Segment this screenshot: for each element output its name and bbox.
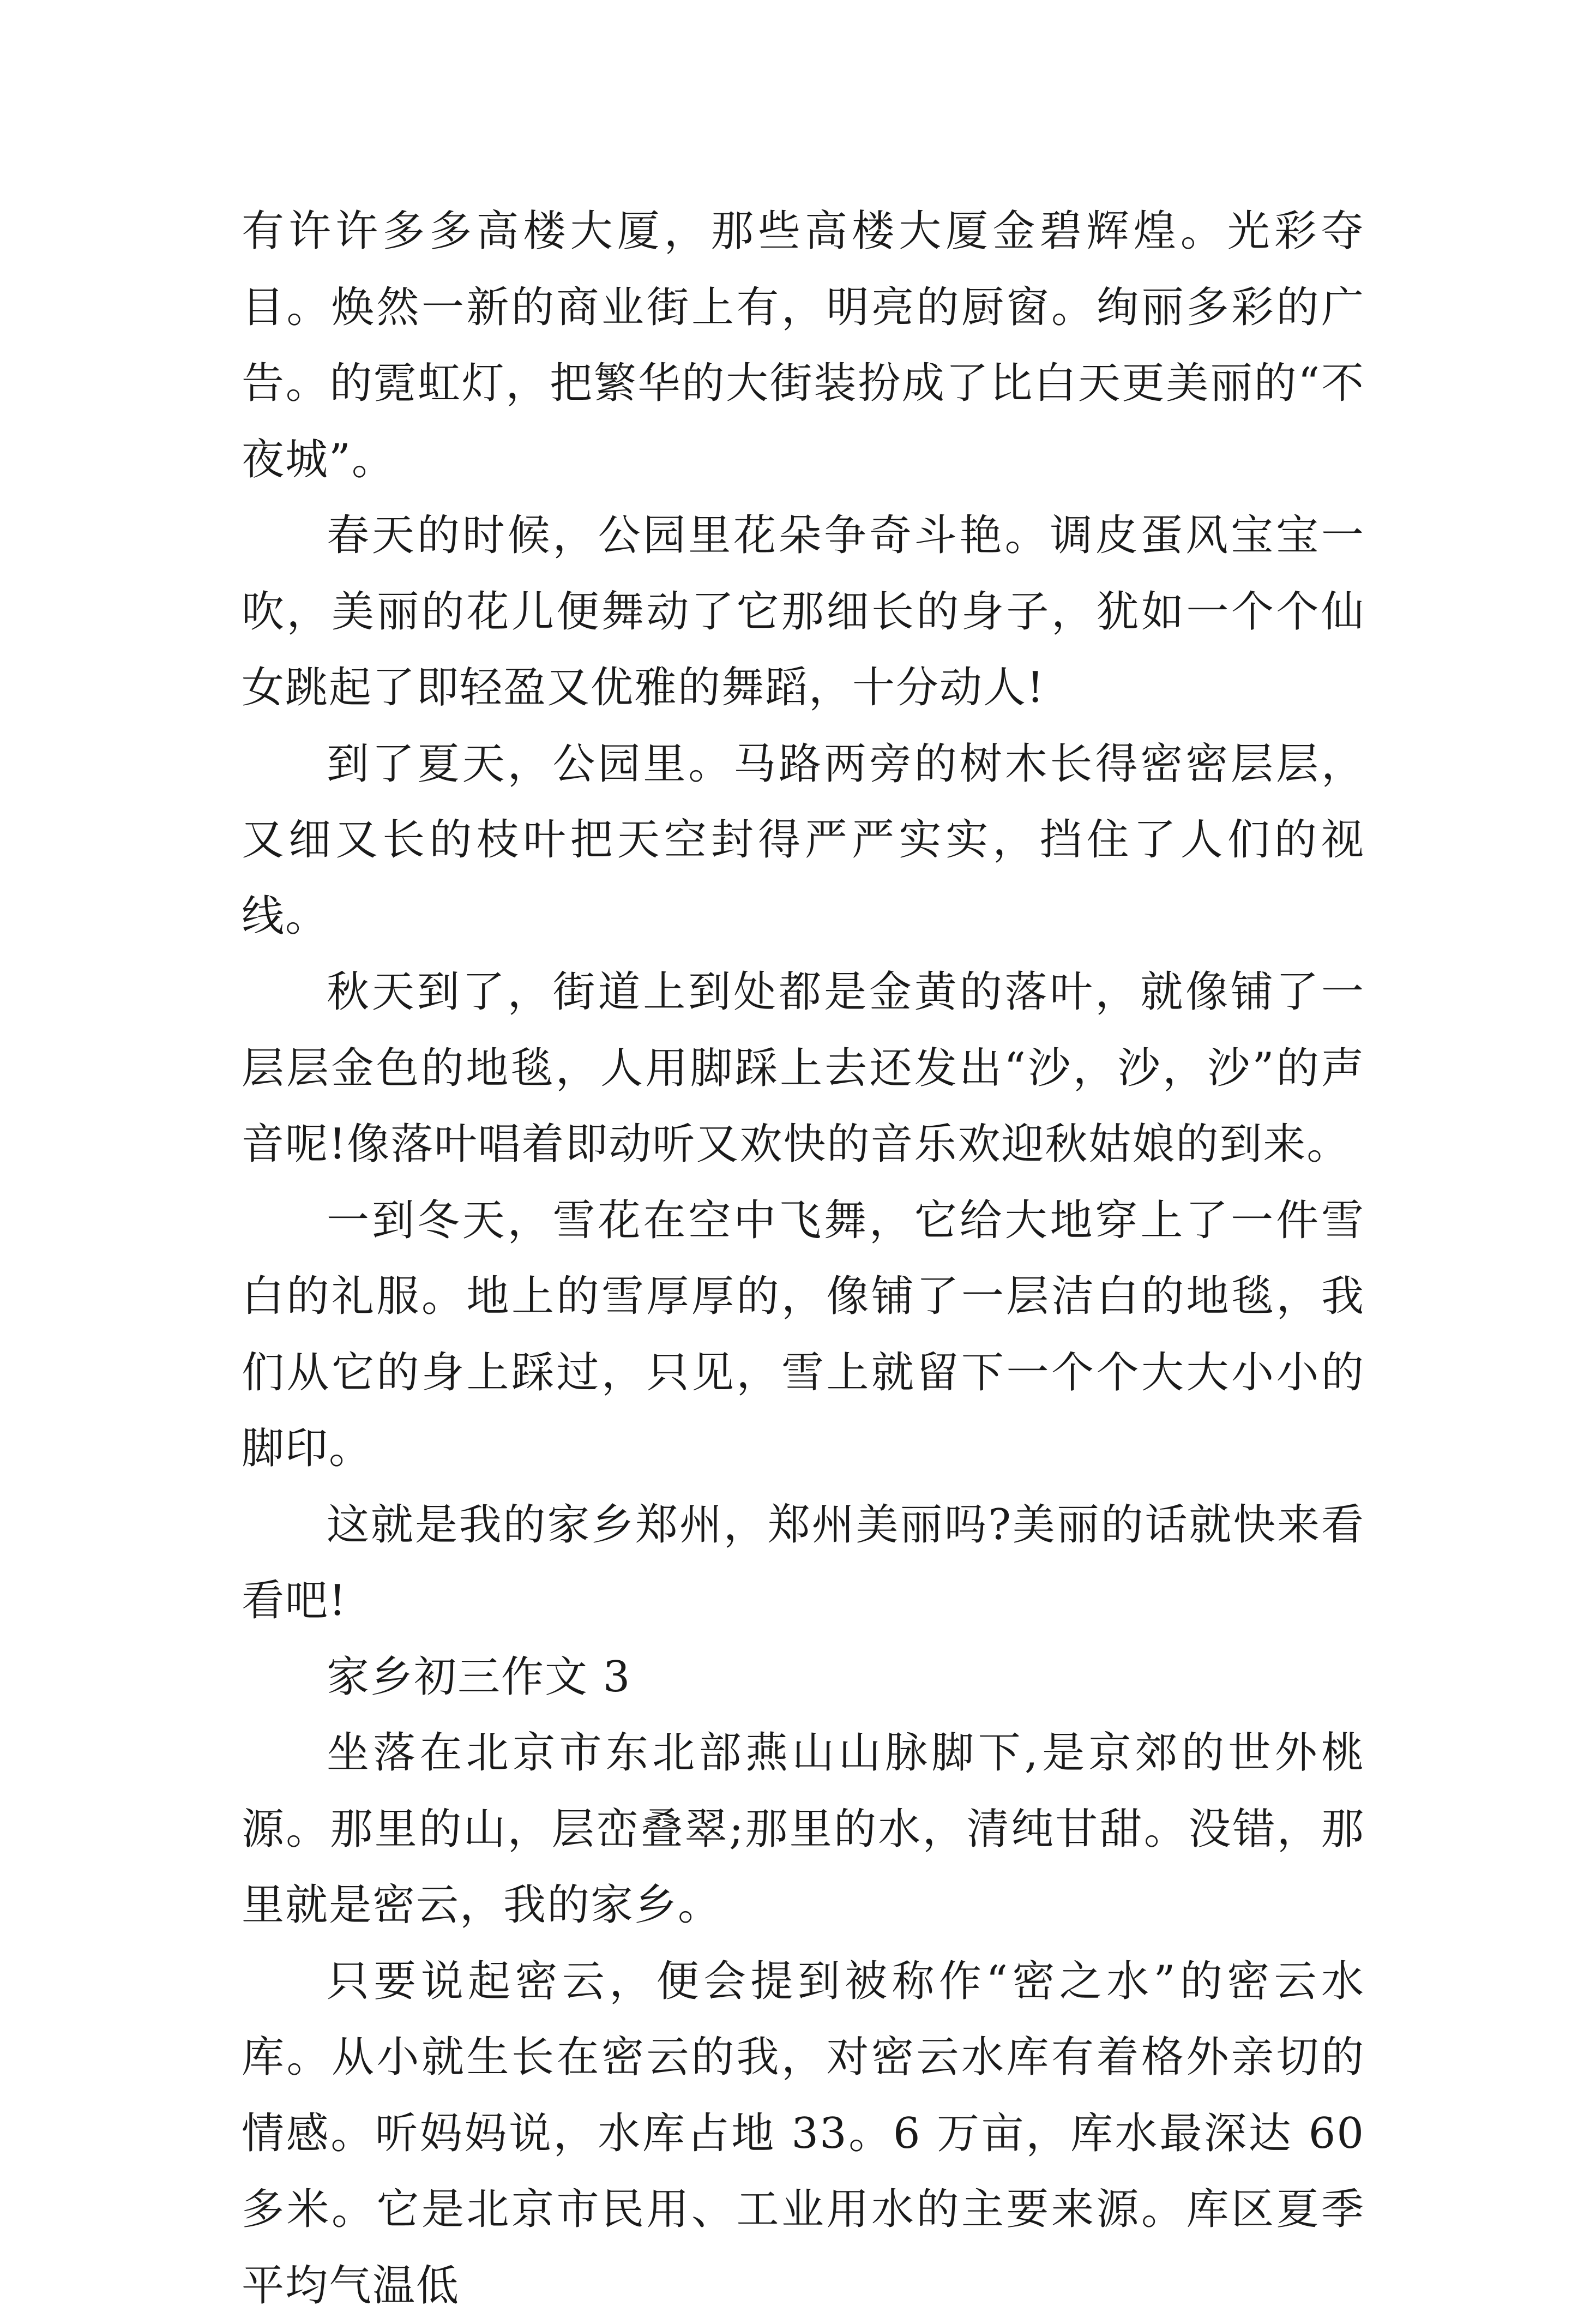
paragraph-6: 这就是我的家乡郑州，郑州美丽吗?美丽的话就快来看看吧! <box>242 1487 1365 1640</box>
section-heading: 家乡初三作文 3 <box>242 1640 1365 1716</box>
paragraph-3: 到了夏天，公园里。马路两旁的树木长得密密层层，又细又长的枝叶把天空封得严严实实，挡住了人们的视线。 <box>242 726 1365 955</box>
document-body <box>242 194 1365 2324</box>
paragraph-2: 春天的时候，公园里花朵争奇斗艳。调皮蛋风宝宝一吹，美丽的花儿便舞动了它那细长的身子，犹如一个个仙女跳起了即轻盈又优雅的舞蹈，十分动人! <box>242 498 1365 726</box>
paragraph-7: 坐落在北京市东北部燕山山脉脚下,是京郊的世外桃源。那里的山，层峦叠翠;那里的水，清纯甘甜。没错，那里就是密云，我的家乡。 <box>242 1715 1365 1944</box>
paragraph-1: 有许许多多高楼大厦，那些高楼大厦金碧辉煌。光彩夺目。焕然一新的商业街上有，明亮的厨窗。绚丽多彩的广告。的霓虹灯，把繁华的大街装扮成了比白天更美丽的“不夜城”。 <box>242 194 1365 498</box>
paragraph-4: 秋天到了，街道上到处都是金黄的落叶，就像铺了一层层金色的地毯，人用脚踩上去还发出“沙，沙，沙”的声音呢!像落叶唱着即动听又欢快的音乐欢迎秋姑娘的到来。 <box>242 954 1365 1183</box>
paragraph-8: 只要说起密云，便会提到被称作“密之水”的密云水库。从小就生长在密云的我，对密云水库有着格外亲切的情感。听妈妈说，水库占地 33。6 万亩，库水最深达 60 多米。它是北京市民用、工业用水的主要来源。库区夏季平均气温低 <box>242 1944 1365 2324</box>
paragraph-5: 一到冬天，雪花在空中飞舞，它给大地穿上了一件雪白的礼服。地上的雪厚厚的，像铺了一层洁白的地毯，我们从它的身上踩过，只见，雪上就留下一个个大大小小的脚印。 <box>242 1183 1365 1487</box>
